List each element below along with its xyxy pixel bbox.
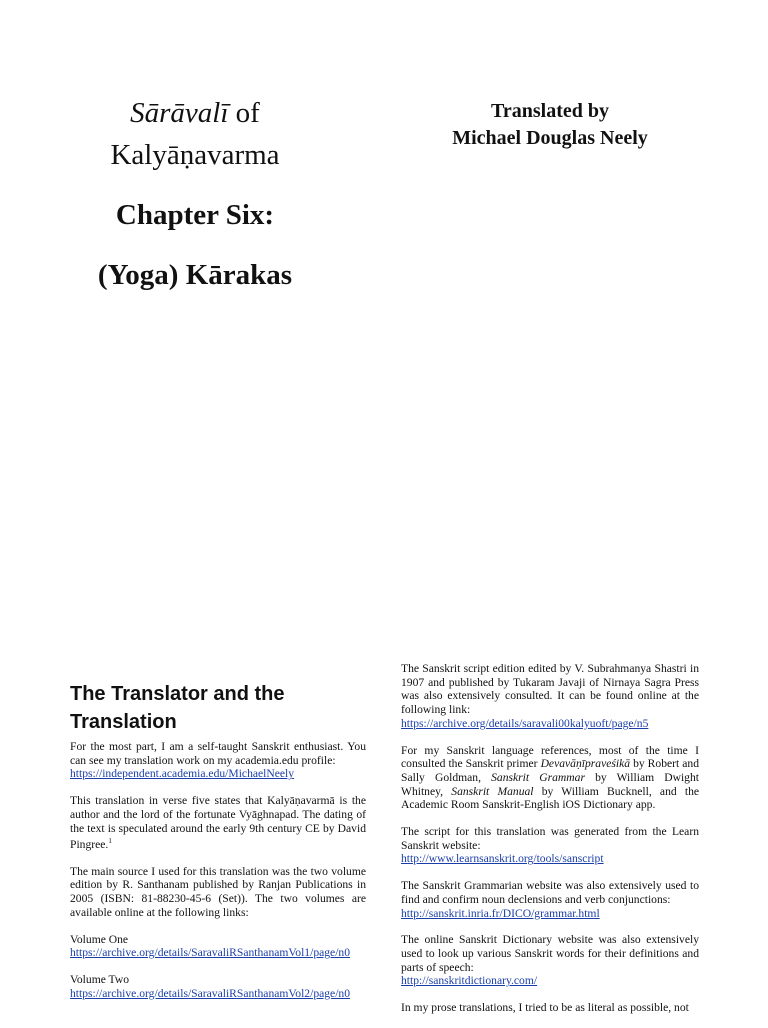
inria-link[interactable]: http://sanskrit.inria.fr/DICO/grammar.html [401,906,600,920]
primer-title: Devavāṇīpraveśikā [540,757,631,771]
learnsanskrit-link[interactable]: http://www.learnsanskrit.org/tools/sanscript [401,852,604,866]
manual-title: Sanskrit Manual [451,784,534,798]
dictionary-link[interactable]: http://sanskritdictionary.com/ [401,974,538,988]
dating-text: This translation in verse five states that Kalyāṇavarmā is the author and the lord of the fortunate Vyāghnapad. The dating of the text is speculated around the early 9th century CE by David Pingree. [70,794,366,852]
volume-two [70,973,366,1000]
title-block [60,92,330,296]
grammar-title: Sanskrit Grammar [491,770,585,784]
volume-one-link[interactable]: https://archive.org/details/SaravaliRSanthanamVol1/page/n0 [70,946,351,960]
intro-paragraph [70,740,366,781]
references-text-c: by William Dwight Whitney, [401,770,699,798]
references-text-b: by Robert and Sally Goldman, [401,757,699,784]
references-paragraph [401,744,699,813]
translator-name: Michael Douglas Neely [452,127,648,149]
work-title [60,92,330,134]
right-column [401,662,699,1028]
volume-two-label: Volume Two [70,973,129,986]
script-edition-text: The Sanskrit script edition edited by V. Subrahmanya Shastri in 1907 and published by Tukaram Javaji of Nirnaya Sagra Press was also extensively consulted. It can be found online at the following link: [401,662,699,717]
archive-link[interactable]: https://archive.org/details/saravali00kalyuoft/page/n5 [401,716,649,730]
chapter-subject: (Yoga) Kārakas [97,259,293,291]
volume-one [70,933,366,960]
author-title: Kalyāṇavarma [110,139,280,171]
script-generation-paragraph [401,825,699,866]
volume-one-label: Volume One [70,932,129,946]
references-text-d: by William Bucknell, and the Academic Room Sanskrit-English iOS Dictionary app. [401,784,700,812]
translated-by-label: Translated by [491,100,609,122]
script-generation-text: The script for this translation was generated from the Learn Sanskrit website: [401,825,699,852]
footnote-marker[interactable]: 1 [108,837,112,846]
grammarian-text: The Sanskrit Grammarian website was also extensively used to find and confirm noun declensions and verb conjunctions: [401,879,699,906]
grammarian-paragraph [401,879,699,920]
dictionary-text: The online Sanskrit Dictionary website was also extensively used to look up various Sanskrit words for their definitions and parts of speech: [401,933,699,974]
prose-paragraph: In my prose translations, I tried to be as literal as possible, not [401,1001,689,1015]
academia-link[interactable]: https://independent.academia.edu/MichaelNeely [70,767,295,781]
translator-block [420,98,680,152]
volume-two-link[interactable]: https://archive.org/details/SaravaliRSanthanamVol2/page/n0 [70,986,351,1000]
work-title-of: of [228,97,260,129]
dictionary-paragraph [401,933,699,988]
left-column [70,740,366,1013]
dating-paragraph [70,794,366,852]
chapter-title: Chapter Six: [115,199,275,231]
references-text-a: For my Sanskrit language references, most of the time I consulted the Sanskrit primer [401,743,699,771]
section-heading: The Translator and the Translation [70,683,285,733]
script-edition-paragraph [401,662,699,731]
source-paragraph: The main source I used for this translation was the two volume edition by R. Santhanam published by Ranjan Publications in 2005 (ISBN: 81-88230-45-6 (Set)). The two volumes are available online at the following links: [70,864,366,919]
work-title-italic: Sārāvalī [130,97,229,129]
intro-text: For the most part, I am a self-taught Sanskrit enthusiast. You can see my translation work on my academia.edu profile: [70,740,366,767]
